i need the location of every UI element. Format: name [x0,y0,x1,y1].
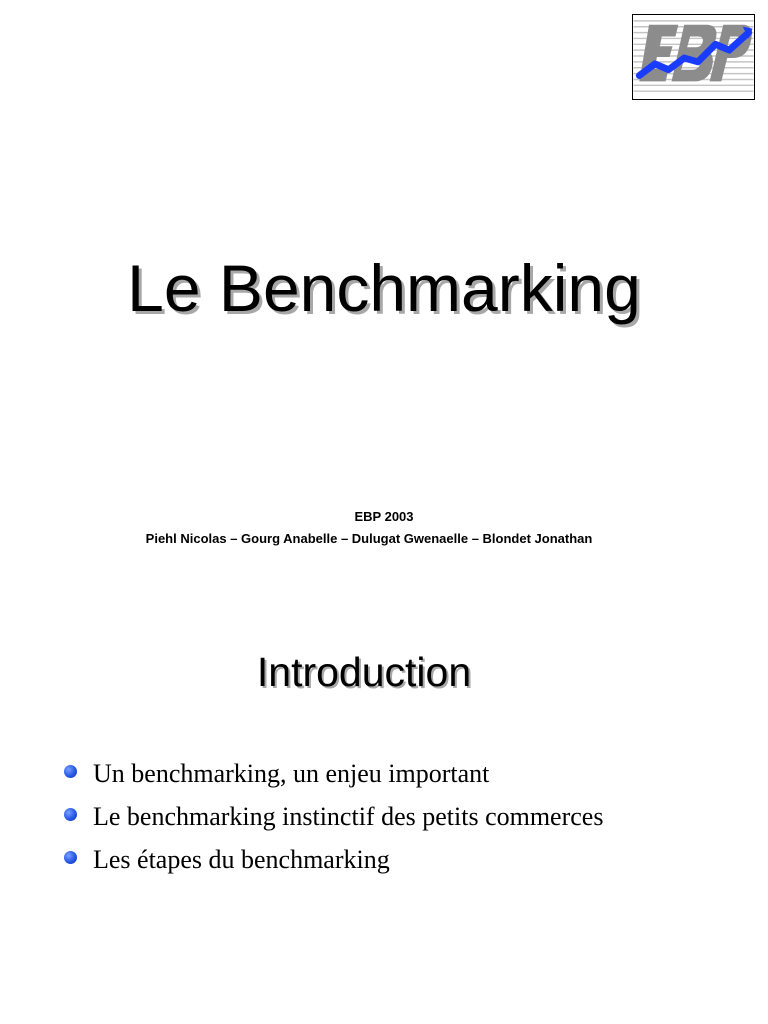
bullet-text: Les étapes du benchmarking [93,844,390,874]
section-title: Introduction [256,649,472,695]
organization-year: EBP 2003 [354,509,414,524]
list-item [64,795,603,838]
bullet-icon [64,808,77,821]
list-item [64,838,603,881]
bullet-text: Un benchmarking, un enjeu important [93,758,490,788]
bullet-icon [64,851,77,864]
bullet-text: Le benchmarking instinctif des petits commerces [93,801,604,831]
bullet-list [64,752,603,881]
ebp-logo [632,14,755,100]
list-item [64,752,603,795]
presentation-title: Le Benchmarking [127,251,641,325]
bullet-icon [64,765,77,778]
authors-line: Piehl Nicolas – Gourg Anabelle – Dulugat Gwenaelle – Blondet Jonathan [145,531,593,546]
